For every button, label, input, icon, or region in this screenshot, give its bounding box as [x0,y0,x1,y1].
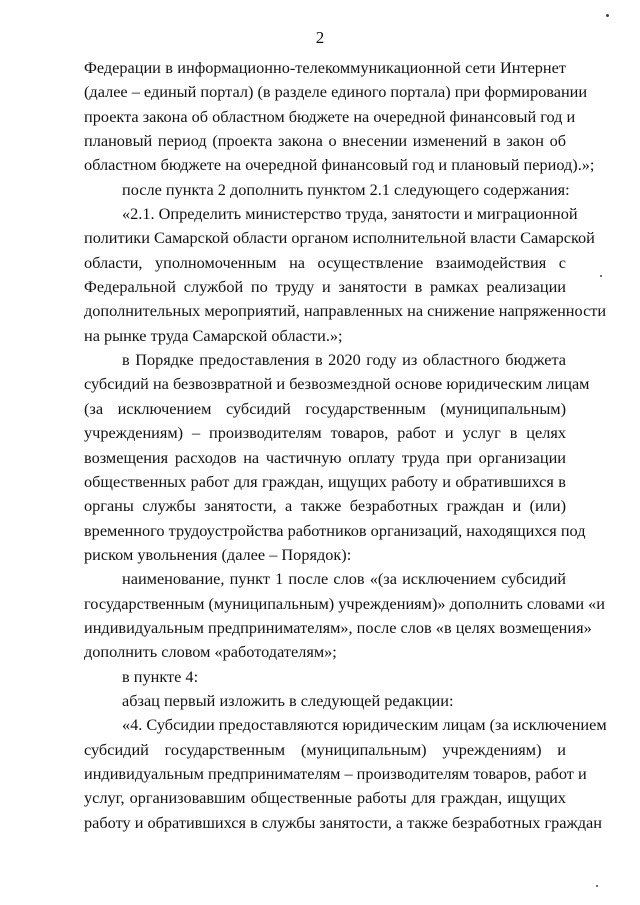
text-line: государственным (муниципальным) учреждениям)» дополнить словами «и [84,593,605,613]
text-line: (далее – единый портал) (в разделе единого портала) при формировании [84,82,588,102]
text-line: учреждениям) – производителям товаров, работ и услуг в целях [84,423,566,443]
text-line: в Порядке предоставления в 2020 году из областного бюджета [122,350,566,370]
scan-speck [600,275,602,277]
text-line: абзац первый изложить в следующей редакции: [122,690,454,710]
text-line: плановый период (проекта закона о внесении изменений в закон об [84,131,566,151]
text-line: возмещения расходов на частичную оплату труда при организации [84,447,566,467]
text-line: проекта закона об областном бюджете на очередной финансовый год и [84,106,576,126]
scan-speck [606,14,609,17]
text-line: наименование, пункт 1 после слов «(за исключением субсидий [122,569,566,589]
text-line: индивидуальным предпринимателям – производителям товаров, работ и [84,763,587,783]
text-line: дополнительных мероприятий, направленных на снижение напряженности [84,301,607,321]
page-number: 2 [315,28,325,47]
text-line: общественных работ для граждан, ищущих работу и обратившихся в [84,471,566,491]
text-line: после пункта 2 дополнить пунктом 2.1 следующего содержания: [122,179,570,199]
body-text [84,56,607,835]
text-line: «4. Субсидии предоставляются юридическим лицам (за исключением [122,715,607,735]
text-line: субсидий государственным (муниципальным) учреждениям) и [84,739,566,759]
text-line: «2.1. Определить министерство труда, занятости и миграционной [122,204,578,224]
text-line: услуг, организовавшим общественные работы для граждан, ищущих [84,788,566,808]
text-line: Федерации в информационно-телекоммуникационной сети Интернет [84,58,566,77]
text-line: органы службы занятости, а также безработных граждан и (или) [84,496,566,516]
text-line: риском увольнения (далее – Порядок): [84,544,352,564]
text-line: областном бюджете на очередной финансовый год и плановый период).»; [84,155,595,175]
text-line: на рынке труда Самарской области.»; [84,325,343,345]
text-line: в пункте 4: [122,666,199,686]
text-line: временного трудоустройства работников организаций, находящихся под [84,520,586,540]
text-line: дополнить словом «работодателям»; [84,642,337,662]
text-line: работу и обратившихся в службы занятости, а также безработных граждан [84,812,603,832]
text-line: Федеральной службой по труду и занятости в рамках реализации [84,277,566,297]
text-line: индивидуальным предпринимателям», после слов «в целях возмещения» [84,617,592,637]
scan-speck [596,885,598,887]
text-line: субсидий на безвозвратной и безвозмездной основе юридическим лицам [84,374,590,394]
text-line: области, уполномоченным на осуществление взаимодействия с [84,252,566,272]
text-line: (за исключением субсидий государственным (муниципальным) [84,398,566,418]
text-line: политики Самарской области органом исполнительной власти Самарской [84,228,595,248]
